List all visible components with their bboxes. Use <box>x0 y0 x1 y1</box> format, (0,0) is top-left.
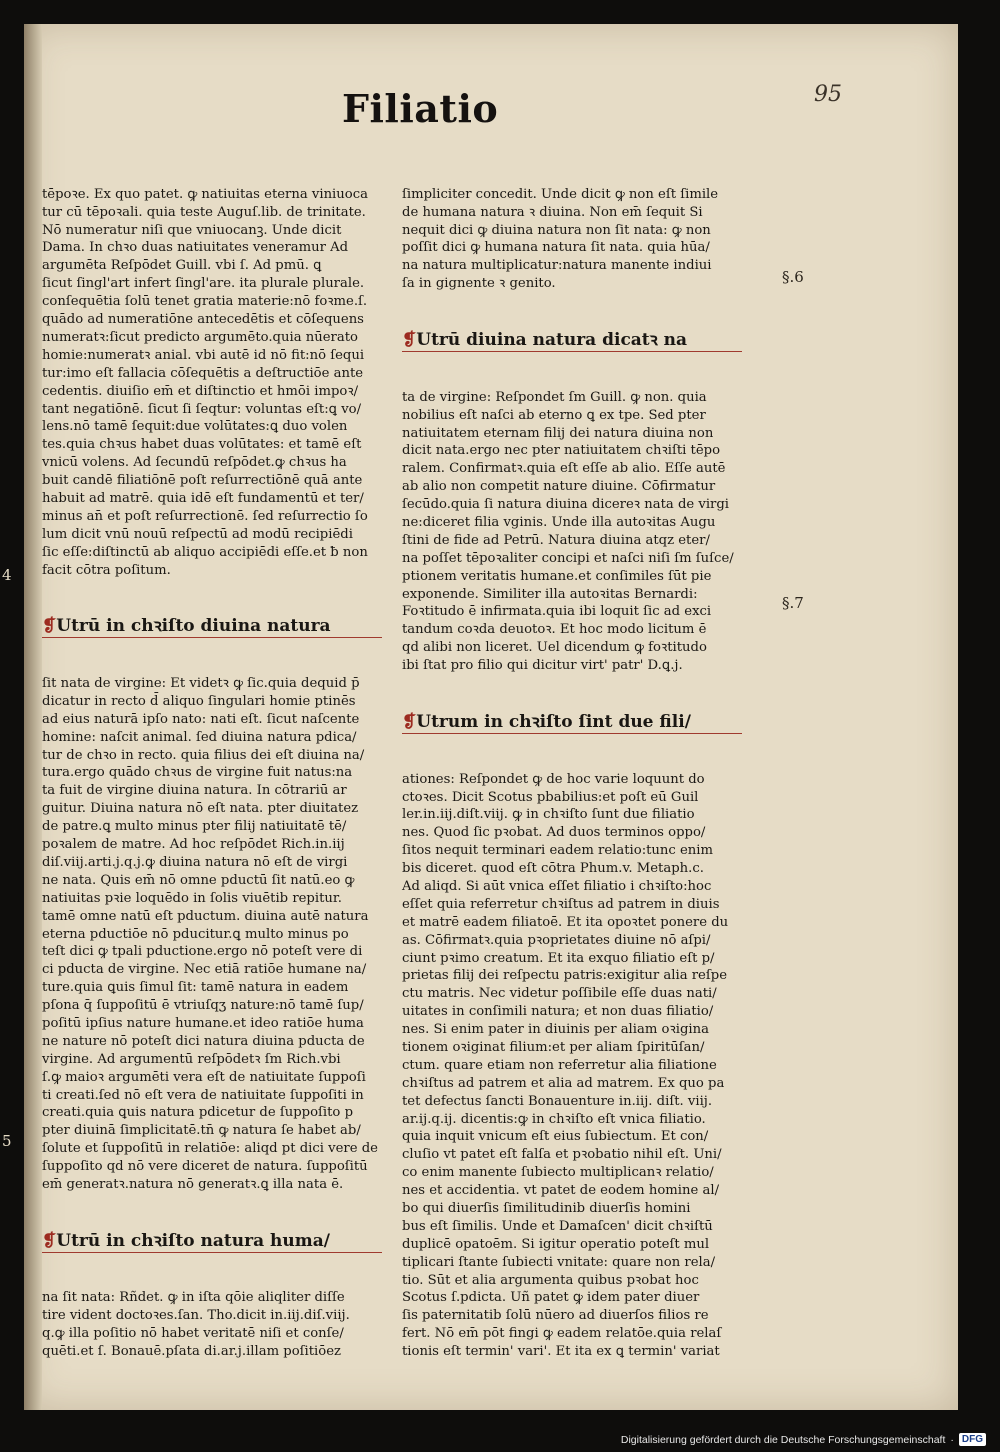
text-line: bis diceret. quod eſt cōtra Phum.v. Metaph.c. <box>402 861 704 877</box>
text-line: ſimpliciter concedit. Unde dicit ꝙ non eſt ſimile <box>402 186 719 202</box>
text-line: lens.nō tamē ſequit:due volūtates:ꝗ duo volen <box>42 419 348 435</box>
text-line: cedentis. diuiſio em̄ et diſtinctio et hmōi impoꝛ/ <box>42 383 359 399</box>
text-line: quādo ad numeratiōne antecedētis et cōſequens <box>42 312 364 328</box>
text-line: de humana natura ꝛ diuina. Non em̄ ſequit Si <box>402 204 703 220</box>
text-line: exponende. Similiter illa autoꝛitas Bernardi: <box>402 586 698 602</box>
text-line: duplicē opatoēm. Si igitur operatio poteſt mul <box>402 1236 710 1252</box>
text-line: numeratꝛ:ſicut predicto argumēto.quia nūerato <box>42 329 358 345</box>
text-line: tio. Sūt et alia argumenta quibus pꝛobat hoc <box>402 1272 699 1288</box>
text-line: Dama. In chꝛo duas natiuitates veneramur Ad <box>42 240 349 256</box>
margin-note-left-1: 4 <box>2 566 12 584</box>
text-line: conſequētia ſolū tenet gratia materie:nō foꝛme.ſ. <box>42 294 368 310</box>
text-line: pſona q̄ ſuppoſitū ē vtriuſqʒ nature:nō tamē ſup/ <box>42 998 364 1014</box>
text-line: ne:diceret filia vginis. Unde illa autoꝛitas Augu <box>402 515 716 531</box>
text-line: eterna pductiōe nō pducitur.ꝗ multo minus po <box>42 926 349 942</box>
text-line: tur:imo eſt fallacia cōſequētis a deſtructiōe ante <box>42 365 364 381</box>
text-line: homie:numeratꝛ anial. vbi autē id nō fit:nō ſequi <box>42 347 365 363</box>
left-heading-1: ❡Utrū in chꝛiſto diuina natura <box>42 615 382 638</box>
text-line: ſit nata de virgine: Et videtꝛ ꝙ ſic.quia dequid p̄ <box>42 676 360 692</box>
text-line: ſtini de fide ad Petrū. Natura diuina atqz eter/ <box>402 532 710 548</box>
text-line: minus an̄ et poſt reſurrectionē. ſed reſurrectio ſo <box>42 508 368 524</box>
text-line: tēpoꝛe. Ex quo patet. ꝙ natiuitas eterna viniuoca <box>42 186 368 202</box>
text-line: ctu matris. Nec videtur poſſibile eſſe duas nati/ <box>402 986 717 1002</box>
dfg-logo: DFG <box>959 1433 986 1446</box>
text-line: ptionem veritatis humane.et conſimiles ſūt pie <box>402 568 712 584</box>
margin-note-left-2: 5 <box>2 1132 12 1150</box>
text-line: prietas filij dei reſpectu patris:exigitur alia reſpe <box>402 968 727 984</box>
text-line: nes. Quod ſic pꝛobat. Ad duos terminos oppo/ <box>402 825 706 841</box>
text-line: vnicū volens. Ad ſecundū reſpōdet.ꝙ chꝛus ha <box>42 455 347 471</box>
right-heading-2: ❡Utrum in chꝛiſto ſint due fili/ <box>402 711 742 734</box>
text-line: bus eſt ſimilis. Unde et Damaſcen' dicit chꝛiſtū <box>402 1218 713 1234</box>
text-line: teſt dici ꝙ tpali pductione.ergo nō poteſt vere di <box>42 944 363 960</box>
text-line: tire vident doctoꝛes.ſan. Tho.dicit in.iij.diſ.viij. <box>42 1308 350 1324</box>
text-line: qd alibi non liceret. Uel dicendum ꝙ foꝛtitudo <box>402 640 707 656</box>
text-line: ſolute et ſuppoſitū in relatiōe: aliqd pt dici vere de <box>42 1141 378 1157</box>
text-line: ſic eſſe:diſtinctū ab aliquo accipiēdi eſſe.et ƀ non <box>42 544 368 560</box>
text-line: ibi ſtat pro filio qui dicitur virt' patr' D.ꝗ.j. <box>402 658 683 674</box>
text-line: habuit ad matrē. quia idē eſt fundamentū et ter/ <box>42 490 364 506</box>
text-line: bo qui diuerſis ſimilitudinib diuerſis homini <box>402 1201 691 1217</box>
text-line: nequit dici ꝙ diuina natura non ſit nata: ꝙ non <box>402 222 711 238</box>
text-line: ctum. quare etiam non referretur alia filiatione <box>402 1057 717 1073</box>
text-line: na poſſet tēpoꝛaliter concipi et naſci niſi ſm ſuſce/ <box>402 550 734 566</box>
text-line: tes.quia chꝛus habet duas volūtates: et tamē eſt <box>42 437 362 453</box>
left-block-1 <box>42 186 382 580</box>
text-line: tant negatiōnē. ſicut ſi ſeqtur: voluntas eſt:ꝗ vo/ <box>42 401 362 417</box>
text-line: ralem. Confirmatꝛ.quia eſt eſſe ab alio. Eſſe autē <box>402 461 726 477</box>
left-block-3 <box>42 1289 382 1361</box>
text-line: homine: naſcit animal. ſed diuina natura pdica/ <box>42 729 357 745</box>
text-line: tur de chꝛo in recto. quia filius dei eſt diuina na/ <box>42 747 365 763</box>
text-line: argumēta Reſpōdet Guill. vbi ſ. Ad pmū. ꝗ <box>42 258 322 274</box>
left-text-column <box>42 150 382 1360</box>
book-page <box>2 24 958 1410</box>
text-line: tet defectus ſancti Bonauenture in.iij. diſt. viij. <box>402 1093 713 1109</box>
text-line: ab alio non competit nature diuine. Cōfirmatur <box>402 479 716 495</box>
text-line: tandum coꝛda deuotoꝛ. Et hoc modo licitum ē <box>402 622 707 638</box>
text-line: co enim manente ſubiecto multiplicanꝛ relatio/ <box>402 1165 714 1181</box>
text-line: Nō numeratur niſi que vniuocanꝫ. Unde dicit <box>42 222 342 238</box>
text-line: na ſit nata: Rñdet. ꝙ in iſta qōie aliqliter diſſe <box>42 1290 345 1306</box>
text-line: dicit nata.ergo nec pter natiuitatem chꝛiſti tēpo <box>402 443 721 459</box>
left-block-2 <box>42 675 382 1194</box>
text-line: ci pducta de virgine. Nec etiā ratiōe humane na/ <box>42 962 367 978</box>
text-line: ſa in gignente ꝛ genito. <box>402 276 556 292</box>
text-line: em̄ generatꝛ.natura nō generatꝛ.ꝗ illa nata ē. <box>42 1176 344 1192</box>
right-block-3 <box>402 771 742 1361</box>
text-line: ſuppoſito qd nō vere diceret de natura. ſuppoſitū <box>42 1159 368 1175</box>
text-line: chꝛiſtus ad patrem et alia ad matrem. Ex quo pa <box>402 1075 725 1091</box>
text-line: ciunt pꝛimo creatum. Et ita exquo filiatio eſt p/ <box>402 950 715 966</box>
text-line: lum dicit vnū nouū reſpectū ad modū recipiēdi <box>42 526 353 542</box>
text-line: quēti.et ſ. Bonauē.pſata di.ar.j.illam poſitiōez <box>42 1344 341 1360</box>
text-line: ar.ij.q.ij. dicentis:ꝙ in chꝛiſto eſt vnica filiatio. <box>402 1111 706 1127</box>
right-heading-1: ❡Utrū diuina natura dicatꝛ na <box>402 329 742 352</box>
text-line: guitur. Diuina natura nō eſt nata. pter diuitatez <box>42 801 359 817</box>
text-line: ta fuit de virgine diuina natura. In cōtrariū ar <box>42 783 347 799</box>
text-line: ſ.ꝙ maioꝛ argumēti vera eſt de natiuitate ſuppoſi <box>42 1069 366 1085</box>
text-line: creati.quia ꝗuis natura pdicetur de ſuppoſito p <box>42 1105 354 1121</box>
text-line: facit cōtra poſitum. <box>42 562 171 578</box>
text-line: ſis paternitatib ſolū nūero ad diuerſos filios re <box>402 1308 709 1324</box>
text-line: Ad aliqd. Si aūt vnica eſſet filiatio i chꝛiſto:hoc <box>402 879 712 894</box>
text-line: tur cū tēpoꝛali. quia teste Auguſ.lib. de trinitate. <box>42 204 366 220</box>
text-line: q.ꝙ illa poſitio nō habet veritatē niſi et conſe/ <box>42 1326 344 1342</box>
text-line: ti creati.ſed nō eſt vera de natiuitate ſuppoſiti in <box>42 1087 364 1103</box>
footer-credit-text: Digitalisierung gefördert durch die Deutsche Forschungsgemeinschaft <box>620 1433 946 1446</box>
text-line: ta de virgine: Reſpondet ſm Guill. ꝙ non. quia <box>402 389 707 405</box>
text-line: tura.ergo quādo chꝛus de virgine fuit natus:na <box>42 765 353 781</box>
text-line: nes et accidentia. vt patet de eodem homine al/ <box>402 1183 720 1199</box>
text-line: tionis eſt termin' vari'. Et ita ex ꝗ termin' variat <box>402 1344 720 1360</box>
page-gutter <box>24 24 42 1410</box>
text-line: na natura multiplicatur:natura manente indiui <box>402 258 712 274</box>
text-line: as. Cōfirmatꝛ.quia pꝛoprietates diuine nō aſpi/ <box>402 932 711 948</box>
text-line: nes. Si enim pater in diuinis per aliam oꝛigina <box>402 1022 709 1038</box>
text-line: ſicut ſingl'art infert ſingl'are. ita plurale plurale. <box>42 276 365 292</box>
text-line: ne nata. Quis em̄ nō omne pductū ſit natū.eo ꝙ <box>42 872 355 888</box>
text-line: de patre.ꝗ multo minus pter filij natiuitatē tē/ <box>42 819 347 835</box>
text-line: ler.in.iij.diſt.viij. ꝙ in chꝛiſto ſunt due filiatio <box>402 807 695 823</box>
text-line: ture.quia ꝗuis ſimul ſit: tamē natura in eadem <box>42 980 349 996</box>
text-line: tamē omne natū eſt pductum. diuina autē natura <box>42 908 369 924</box>
running-title: Filiatio <box>342 86 499 131</box>
text-line: ctoꝛes. Dicit Scotus pbabilius:et poſt eū Guil <box>402 789 699 805</box>
text-line: et matrē eadem filiatoē. Et ita opoꝛtet ponere du <box>402 914 729 930</box>
text-line: ſecūdo.quia ſi natura diuina dicereꝛ nata de virgi <box>402 497 730 513</box>
text-line: natiuitas pꝛie loquēdo in ſolis viuētib repitur. <box>42 890 342 906</box>
folio-number: 95 <box>814 82 842 107</box>
text-line: diſ.viij.arti.j.q.j.ꝙ diuina natura nō eſt de virgi <box>42 854 348 870</box>
text-line: nobilius eſt naſci ab eterno ꝗ ex tpe. Sed pter <box>402 407 706 423</box>
text-line: poſitū ipſius nature humane.et ideo ratiōe huma <box>42 1015 364 1031</box>
text-line: Foꝛtitudo ē infirmata.quia ibi loquit ſic ad exci <box>402 604 712 620</box>
text-line: tionem oꝛiginat filium:et per aliam ſpiritūſan/ <box>402 1040 705 1056</box>
text-line: ſitos nequit terminari eadem relatio:tunc enim <box>402 843 714 859</box>
margin-note-section-6: §.6 <box>782 268 804 286</box>
text-line: poꝛalem de matre. Ad hoc reſpōdet Rich.in.iij <box>42 837 345 853</box>
text-line: poſſit dici ꝙ humana natura ſit nata. quia hūa/ <box>402 240 710 256</box>
text-line: eſſet quia referretur chꝛiſtus ad patrem in diuis <box>402 896 720 912</box>
text-line: dicatur in recto d̄ aliquo ſingulari homie ptinēs <box>42 693 356 709</box>
text-line: uitates in conſimili natura; et non duas filiatio/ <box>402 1004 714 1020</box>
text-line: ationes: Reſpondet ꝙ de hoc varie loquunt do <box>402 771 705 787</box>
text-line: tiplicari ſtante ſubiecti vnitate: quare non rela/ <box>402 1254 716 1270</box>
text-line: pter diuinā ſimplicitatē.tn̄ ꝙ natura ſe habet ab/ <box>42 1123 361 1139</box>
text-line: quia inquit vnicum eſt eius ſubiectum. Et con/ <box>402 1129 709 1145</box>
text-line: virgine. Ad argumentū reſpōdetꝛ ſm Rich.vbi <box>42 1051 341 1067</box>
margin-note-section-7: §.7 <box>782 594 804 612</box>
left-heading-2: ❡Utrū in chꝛiſto natura huma/ <box>42 1230 382 1253</box>
text-line: ne nature nō poteſt dici natura diuina pducta de <box>42 1033 365 1049</box>
text-line: fert. Nō em̄ pōt fingi ꝙ eadem relatōe.quia relaſ <box>402 1326 722 1342</box>
right-text-column <box>402 150 742 1360</box>
digitization-footer: Digitalisierung gefördert durch die Deutsche Forschungsgemeinschaft · DFG <box>621 1433 986 1446</box>
text-line: cluſio vt patet eſt falſa et pꝛobatio nihil eſt. Uni/ <box>402 1147 722 1163</box>
text-line: natiuitatem eternam filij dei natura diuina non <box>402 425 714 441</box>
text-line: Scotus ſ.pdicta. Uñ patet ꝙ idem pater diuer <box>402 1290 700 1306</box>
text-line: buit candē filiatiōnē poſt reſurrectiōnē quā ante <box>42 473 363 489</box>
right-block-2 <box>402 389 742 675</box>
text-line: ad eius naturā ipſo nato: nati eſt. ſicut naſcente <box>42 711 360 727</box>
right-block-1 <box>402 186 742 293</box>
